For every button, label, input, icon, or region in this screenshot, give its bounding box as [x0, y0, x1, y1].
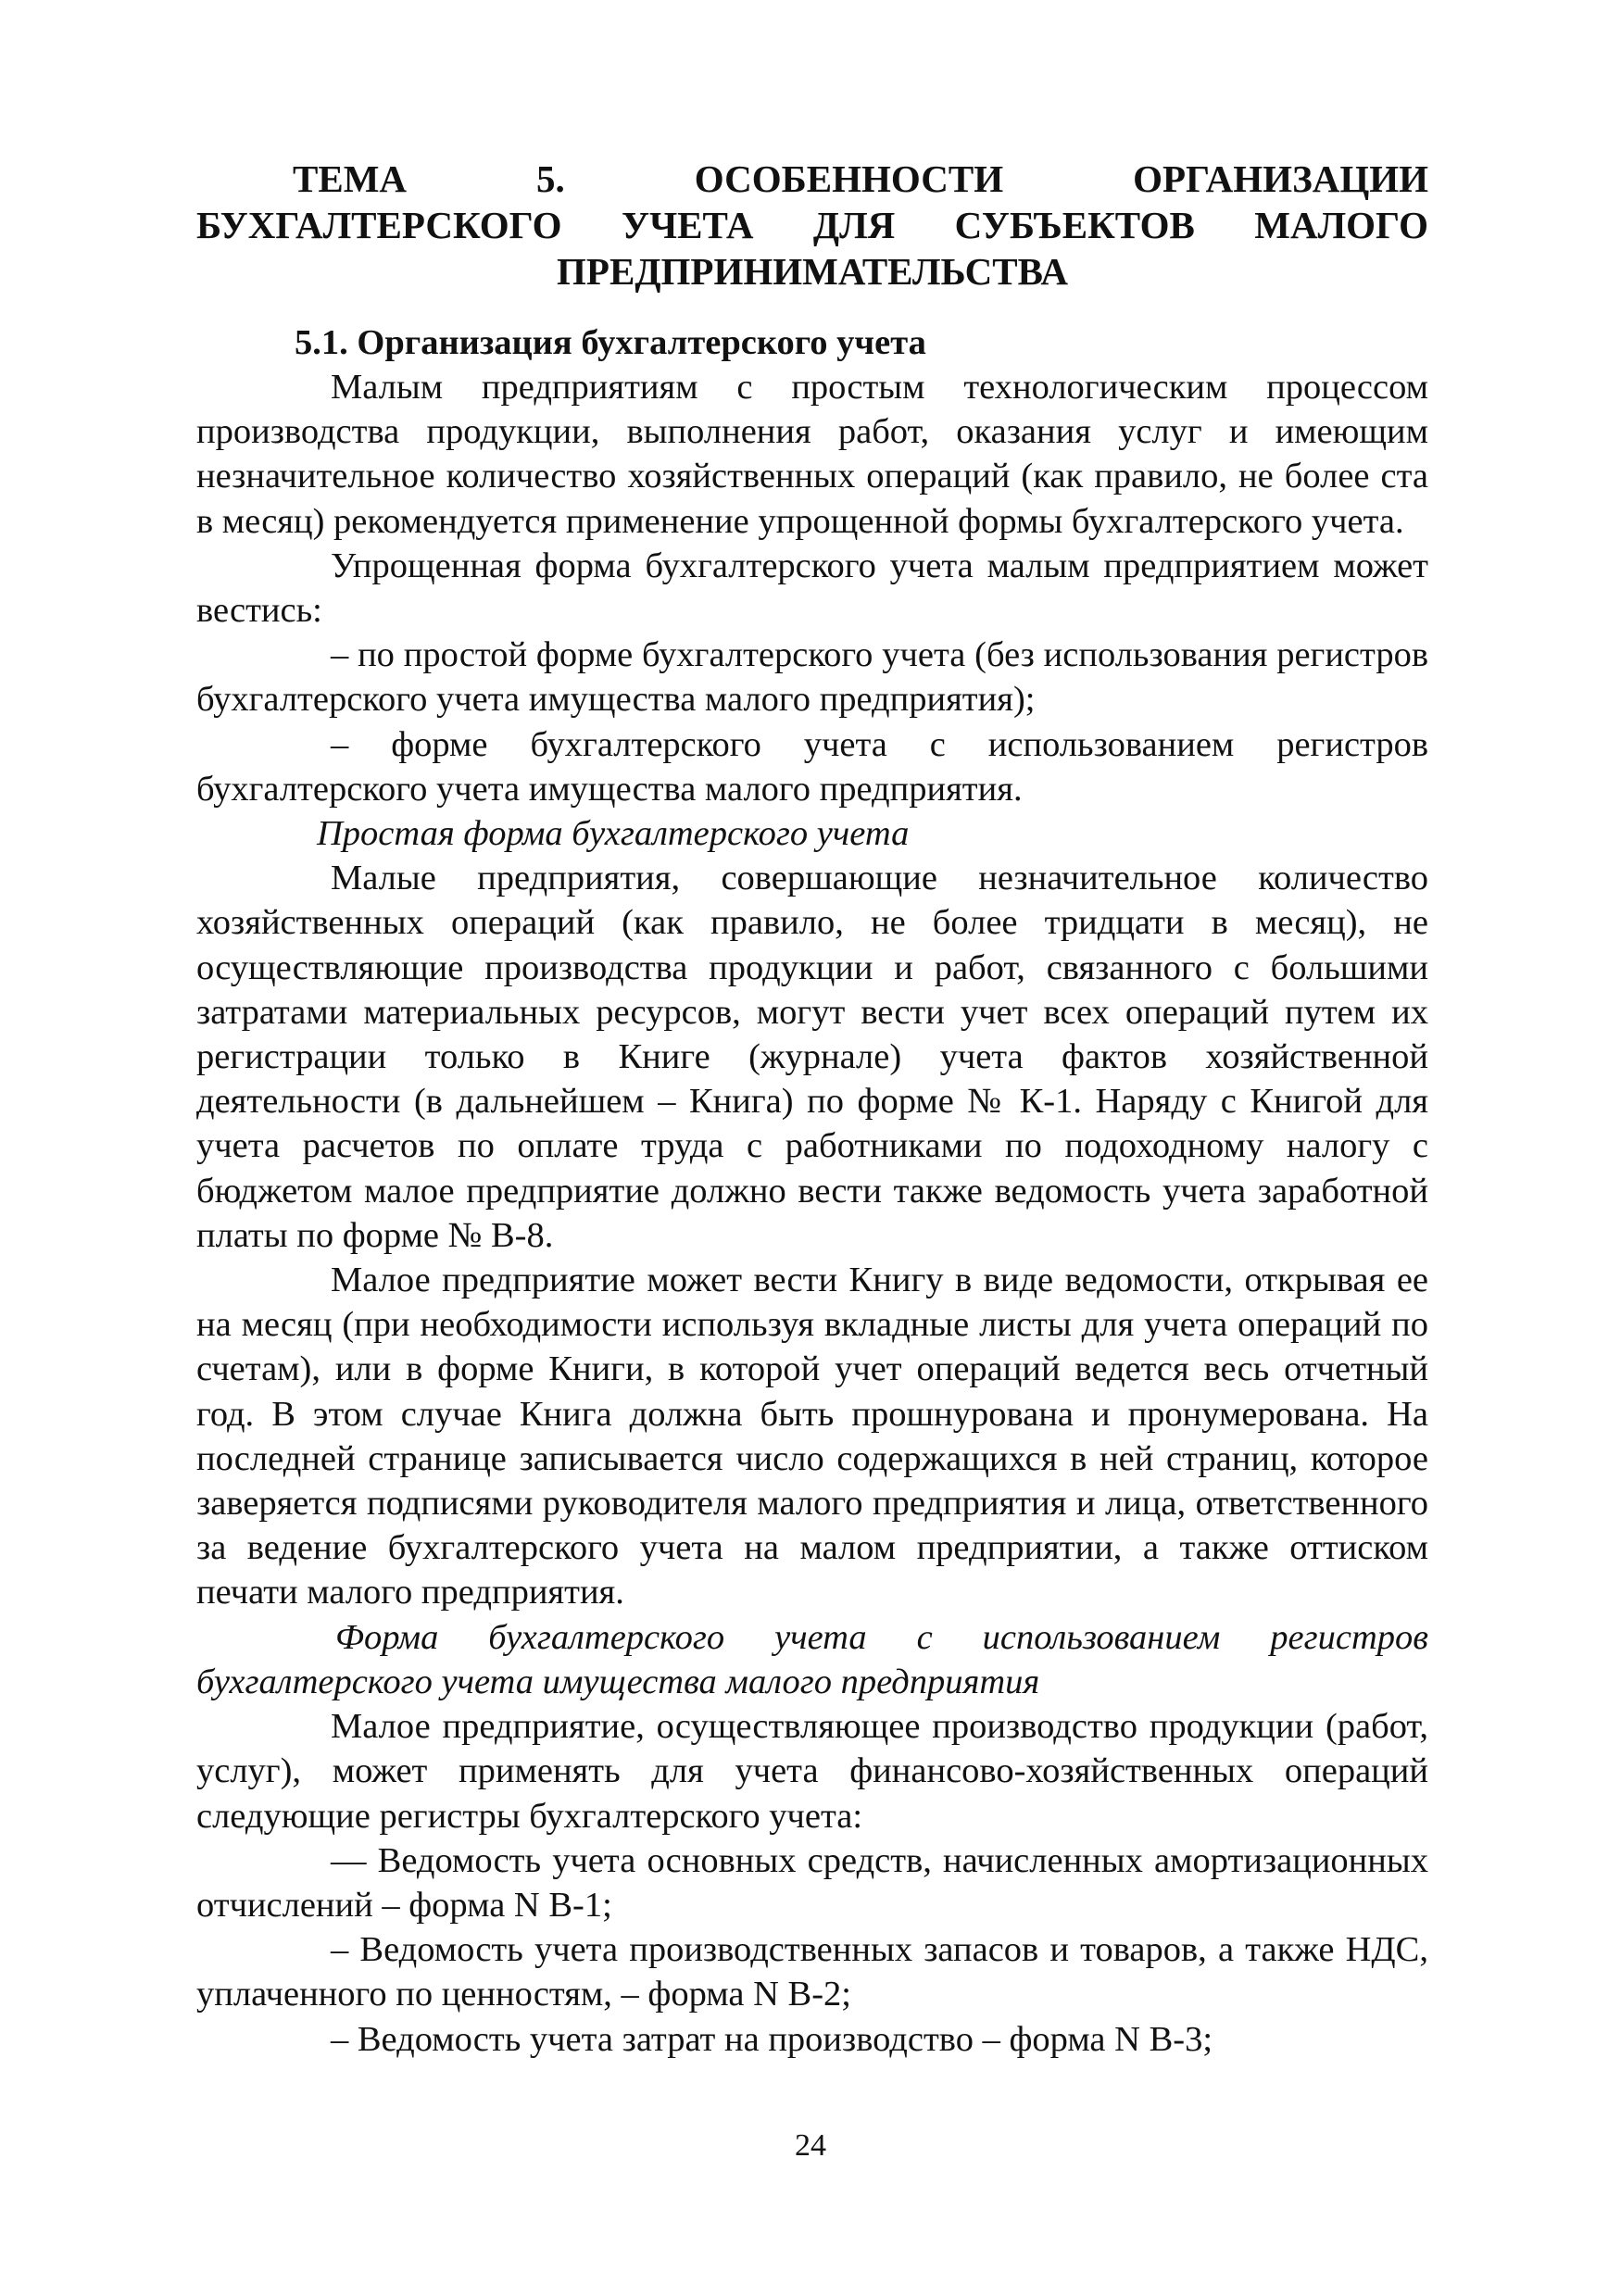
paragraph: Малое предприятие может вести Книгу в виде ведомости, открывая ее на месяц (при необходимости используя вкладные листы для учета операций по счетам), или в форме Книги, в которой учет операций ведется весь отчетный год. В этом случае Книга должна быть прошнурована и пронумерована. На последней странице записывается число содержащихся в ней страниц, которое заверяется подписями руководителя малого предприятия и лица, ответственного за ведение бухгалтерского учета на малом предприятии, а также оттиском печати малого предприятия. — [196, 1261, 1428, 1612]
text-block — [196, 156, 1428, 2062]
list-item: – Ведомость учета производственных запасов и товаров, а также НДС, уплаченного по ценностям, – форма N В-2; — [196, 1930, 1428, 2014]
paragraph: Малым предприятиям с простым технологическим процессом производства продукции, выполнения работ, оказания услуг и имеющим незначительное количество хозяйственных операций (как правило, не более ста в месяц) рекомендуется применение упрощенной формы бухгалтерского учета. — [196, 368, 1428, 541]
paragraph: Малые предприятия, совершающие незначительное количество хозяйственных операций (как правило, не более тридцати в месяц), не осуществляющие производства продукции и работ, связанного с большими затратами материальных ресурсов, могут вести учет всех операций путем их регистрации только в Книге (журнале) учета фактов хозяйственной деятельности (в дальнейшем – Книга) по форме № К-1. Наряду с Книгой для учета расчетов по оплате труда с работниками по подоходному налогу с бюджетом малое предприятие должно вести также ведомость учета заработной платы по форме № В-8. — [196, 859, 1428, 1255]
chapter-title: ТЕМА 5. ОСОБЕННОСТИ ОРГАНИЗАЦИИ БУХГАЛТЕРСКОГО УЧЕТА ДЛЯ СУБЪЕКТОВ МАЛОГО ПРЕДПРИНИМАТЕЛЬСТВА — [196, 157, 1428, 293]
subheading-simple-form: Простая форма бухгалтерского учета — [317, 814, 910, 854]
paragraph: Малое предприятие, осуществляющее производство продукции (работ, услуг), может применять для учета финансово-хозяйственных операций следующие регистры бухгалтерского учета: — [196, 1707, 1428, 1836]
subheading-registers-form: Форма бухгалтерского учета с использованием регистров бухгалтерского учета имущества малого предприятия — [196, 1617, 1428, 1701]
list-item: – по простой форме бухгалтерского учета (без использования регистров бухгалтерского учета имущества малого предприятия); — [196, 635, 1428, 720]
paragraph: Упрощенная форма бухгалтерского учета малым предприятием может вестись: — [196, 546, 1428, 631]
list-item: – Ведомость учета затрат на производство – форма N В-3; — [331, 2019, 1213, 2059]
list-item: — Ведомость учета основных средств, начисленных амортизационных отчислений – форма N В-1; — [196, 1840, 1428, 1925]
list-item: – форме бухгалтерского учета с использованием регистров бухгалтерского учета имущества малого предприятия. — [196, 724, 1428, 809]
section-heading: 5.1. Организация бухгалтерского учета — [295, 323, 926, 362]
page-number: 24 — [795, 2128, 826, 2163]
